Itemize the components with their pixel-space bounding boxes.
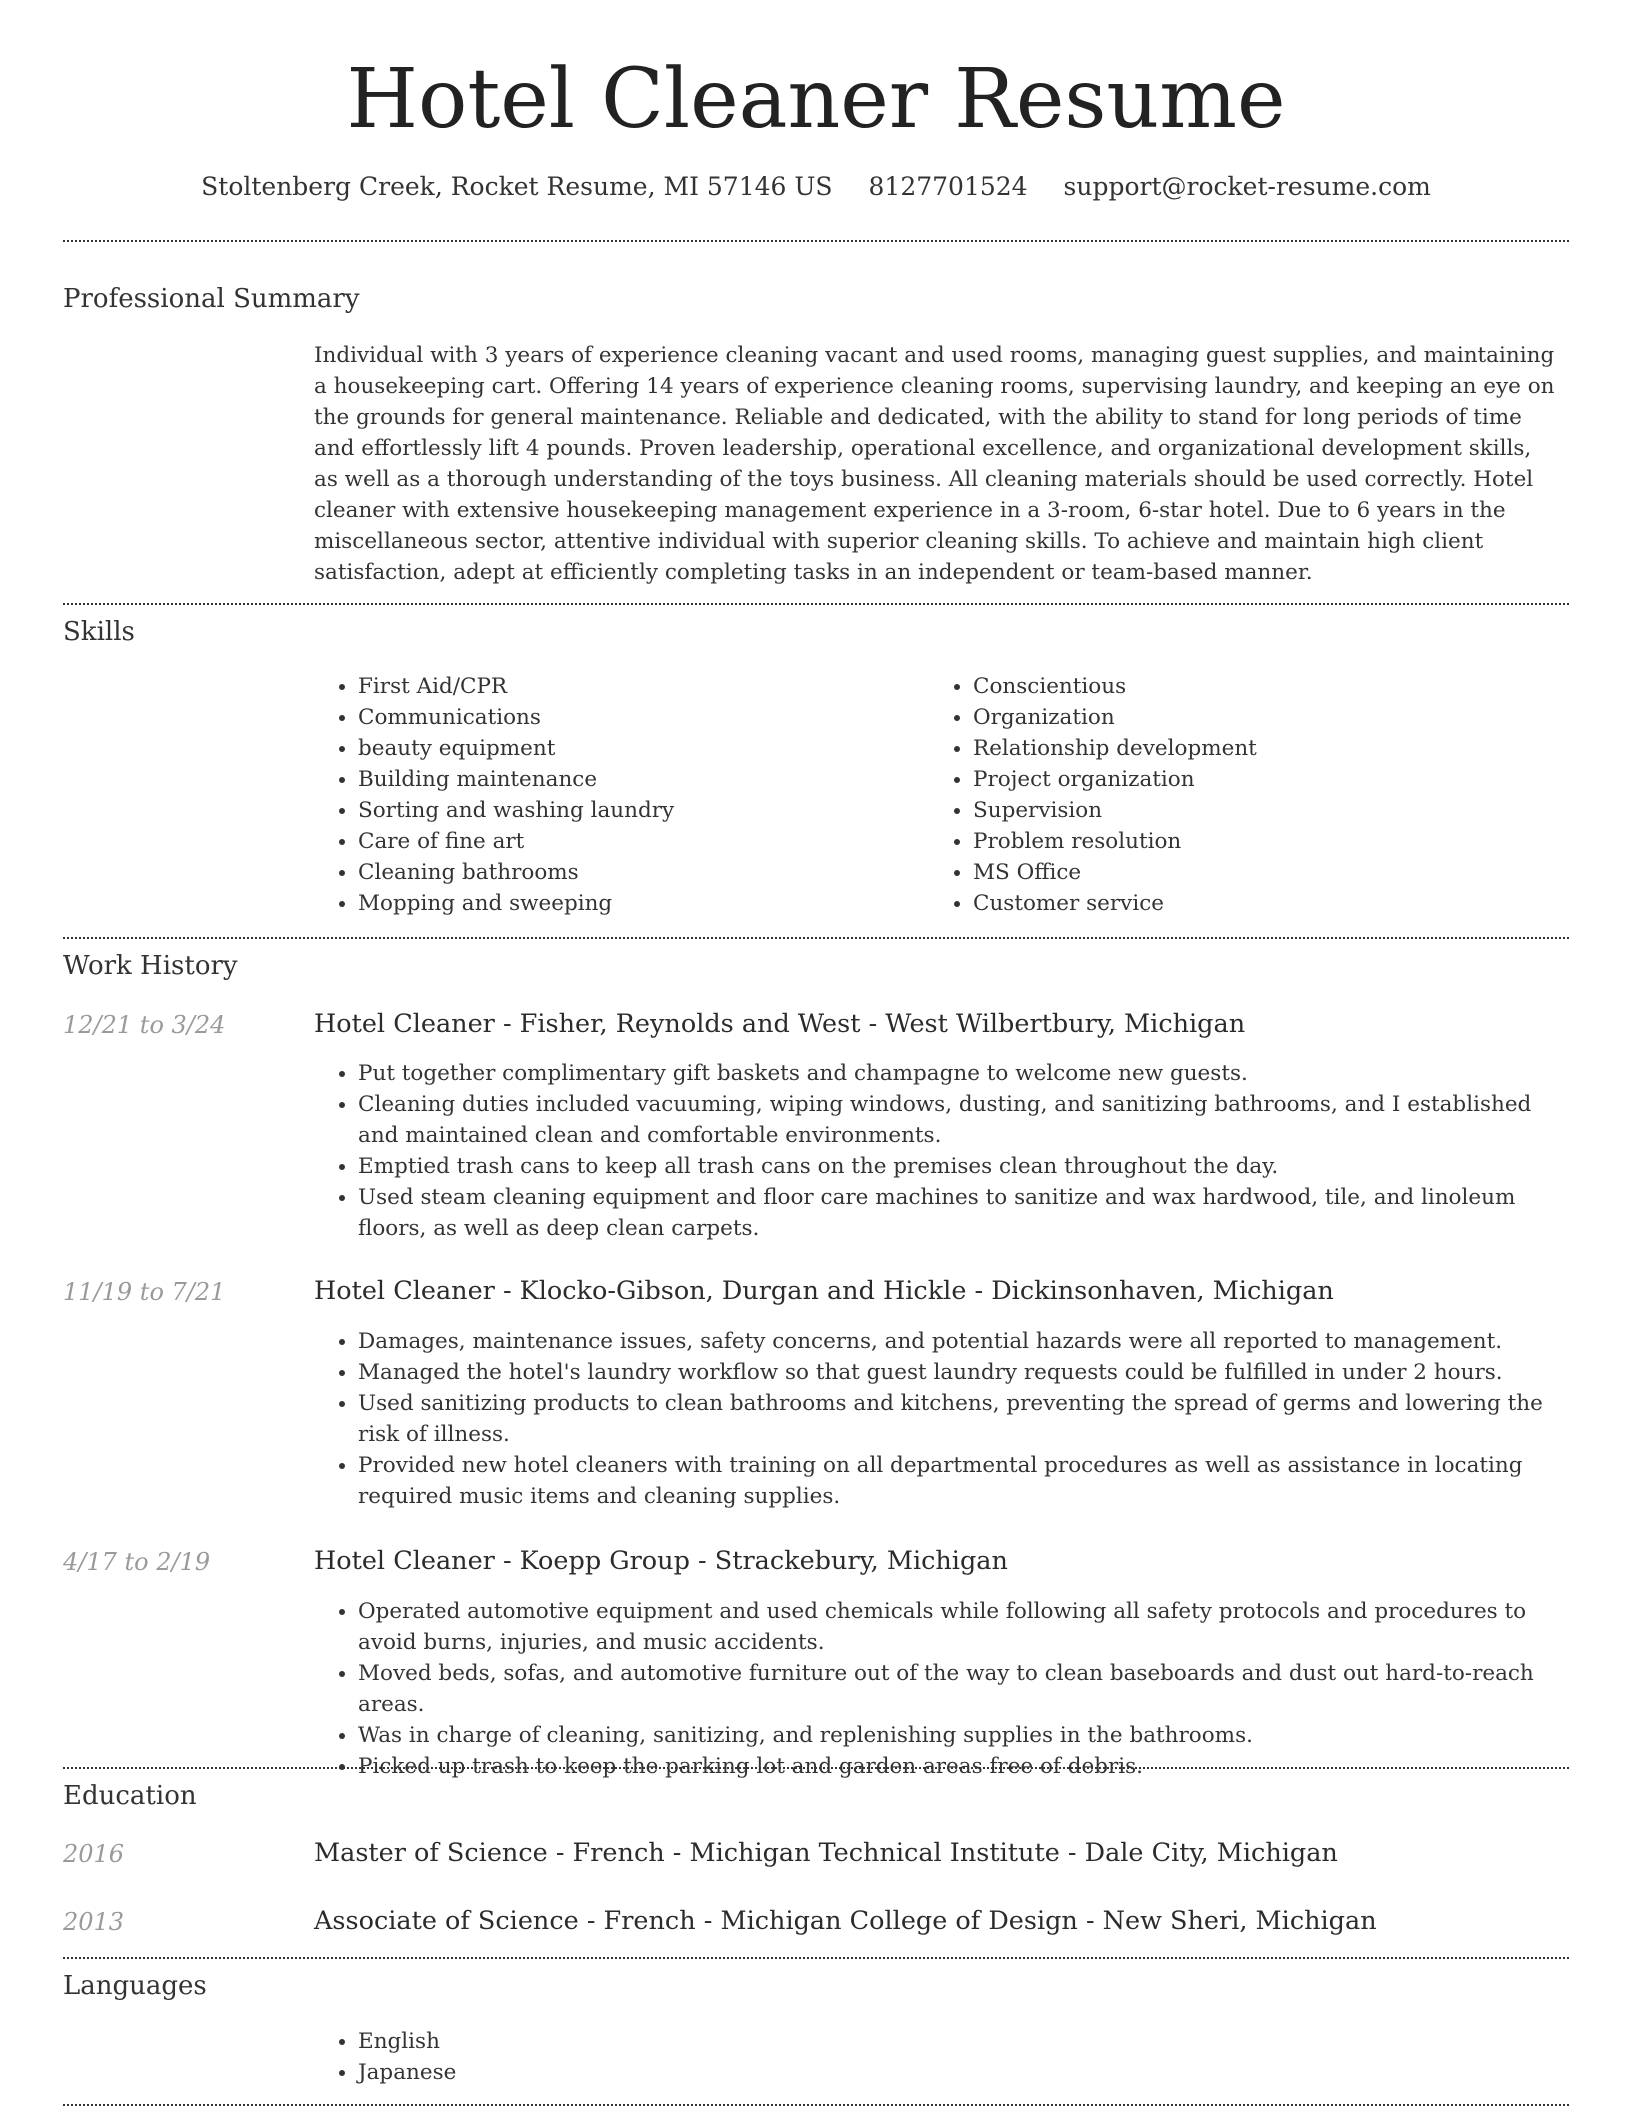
contact-address: Stoltenberg Creek, Rocket Resume, MI 57146 US [201,172,833,201]
summary-heading: Professional Summary [63,284,360,314]
job-bullet: • Cleaning duties included vacuuming, wiping windows, dusting, and sanitizing bathrooms, and I established and maintained clean and comfortable environments. [358,1089,1560,1151]
job-bullet: • Was in charge of cleaning, sanitizing, and replenishing supplies in the bathrooms. [358,1720,1560,1751]
languages-list-wrap [314,2026,1560,2088]
skill-item: • Problem resolution [973,826,1489,857]
job-title: Hotel Cleaner - Koepp Group - Strackebury, Michigan [314,1546,1008,1576]
skill-item: • Supervision [973,795,1489,826]
job-bullet-list [314,1058,1560,1244]
skill-item: • Customer service [973,888,1489,919]
job-dates: 4/17 to 2/19 [63,1548,211,1576]
job-bullet: • Put together complimentary gift baskets and champagne to welcome new guests. [358,1058,1560,1089]
skill-item: • Organization [973,702,1489,733]
summary-text: Individual with 3 years of experience cleaning vacant and used rooms, managing guest supplies, and maintaining a housekeeping cart. Offering 14 years of experience cleaning rooms, supervising laundry, and keeping an eye on the grounds for general maintenance. Reliable and dedicated, with the ability to stand for long periods of time and effortlessly lift 4 pounds. Proven leadership, operational excellence, and organizational development skills, as well as a thorough understanding of the toys business. All cleaning materials should be used correctly. Hotel cleaner with extensive housekeeping management experience in a 3-room, 6-star hotel. Due to 6 years in the miscellaneous sector, attentive individual with superior cleaning skills. To achieve and maintain high client satisfaction, adept at efficiently completing tasks in an independent or team-based manner. [314,343,1555,585]
job-title: Hotel Cleaner - Klocko-Gibson, Durgan and Hickle - Dickinsonhaven, Michigan [314,1276,1334,1306]
skill-item: • Sorting and washing laundry [358,795,874,826]
contact-email: support@rocket-resume.com [1063,172,1431,201]
job-bullet: • Moved beds, sofas, and automotive furniture out of the way to clean baseboards and dust out hard-to-reach areas. [358,1658,1560,1720]
job-bullet-list [314,1596,1560,1782]
job-bullet: • Used sanitizing products to clean bathrooms and kitchens, preventing the spread of germs and lowering the risk of illness. [358,1388,1560,1450]
skills-list-right [929,671,1489,919]
skill-item: • Cleaning bathrooms [358,857,874,888]
job-bullet: • Damages, maintenance issues, safety concerns, and potential hazards were all reported to management. [358,1326,1560,1357]
job-bullet: • Managed the hotel's laundry workflow so that guest laundry requests could be fulfilled in under 2 hours. [358,1357,1560,1388]
contact-phone: 8127701524 [868,172,1028,201]
skills-heading: Skills [63,617,135,647]
job-bullet: • Used steam cleaning equipment and floor care machines to sanitize and wax hardwood, tile, and linoleum floors, as well as deep clean carpets. [358,1182,1560,1244]
skill-item: • Project organization [973,764,1489,795]
job-bullets [314,1058,1560,1244]
section-divider [63,937,1569,939]
language-item: • English [358,2026,1560,2057]
job-bullet: • Picked up trash to keep the parking lot and garden areas free of debris. [358,1751,1560,1782]
skills-column-right [929,671,1489,919]
job-title: Hotel Cleaner - Fisher, Reynolds and West - West Wilbertbury, Michigan [314,1009,1246,1039]
skill-item: • MS Office [973,857,1489,888]
education-year: 2013 [63,1908,125,1936]
job-bullet-list [314,1326,1560,1512]
education-heading: Education [63,1781,197,1811]
education-year: 2016 [63,1840,125,1868]
languages-list [314,2026,1560,2088]
job-bullet: • Emptied trash cans to keep all trash cans on the premises clean throughout the day. [358,1151,1560,1182]
skills-column-left [314,671,874,919]
work-heading: Work History [63,951,238,981]
section-divider [63,2104,1569,2106]
job-bullet: • Provided new hotel cleaners with training on all departmental procedures as well as assistance in locating required music items and cleaning supplies. [358,1450,1560,1512]
contact-line [0,170,1632,204]
education-degree: Associate of Science - French - Michigan College of Design - New Sheri, Michigan [314,1906,1377,1936]
section-divider [63,1767,1569,1769]
skill-item: • Communications [358,702,874,733]
skill-item: • Care of fine art [358,826,874,857]
section-divider [63,240,1569,242]
skill-item: • Mopping and sweeping [358,888,874,919]
skills-list-left [314,671,874,919]
section-divider [63,1957,1569,1959]
language-item: • Japanese [358,2057,1560,2088]
languages-heading: Languages [63,1971,207,2001]
skill-item: • beauty equipment [358,733,874,764]
resume-title: Hotel Cleaner Resume [346,52,1286,147]
skill-item: • First Aid/CPR [358,671,874,702]
skill-item: • Building maintenance [358,764,874,795]
job-bullet: • Operated automotive equipment and used chemicals while following all safety protocols and procedures to avoid burns, injuries, and music accidents. [358,1596,1560,1658]
job-bullets [314,1326,1560,1512]
job-dates: 12/21 to 3/24 [63,1011,226,1039]
job-bullets [314,1596,1560,1782]
job-dates: 11/19 to 7/21 [63,1278,226,1306]
skill-item: • Relationship development [973,733,1489,764]
education-degree: Master of Science - French - Michigan Technical Institute - Dale City, Michigan [314,1838,1338,1868]
skill-item: • Conscientious [973,671,1489,702]
section-divider [63,603,1569,605]
